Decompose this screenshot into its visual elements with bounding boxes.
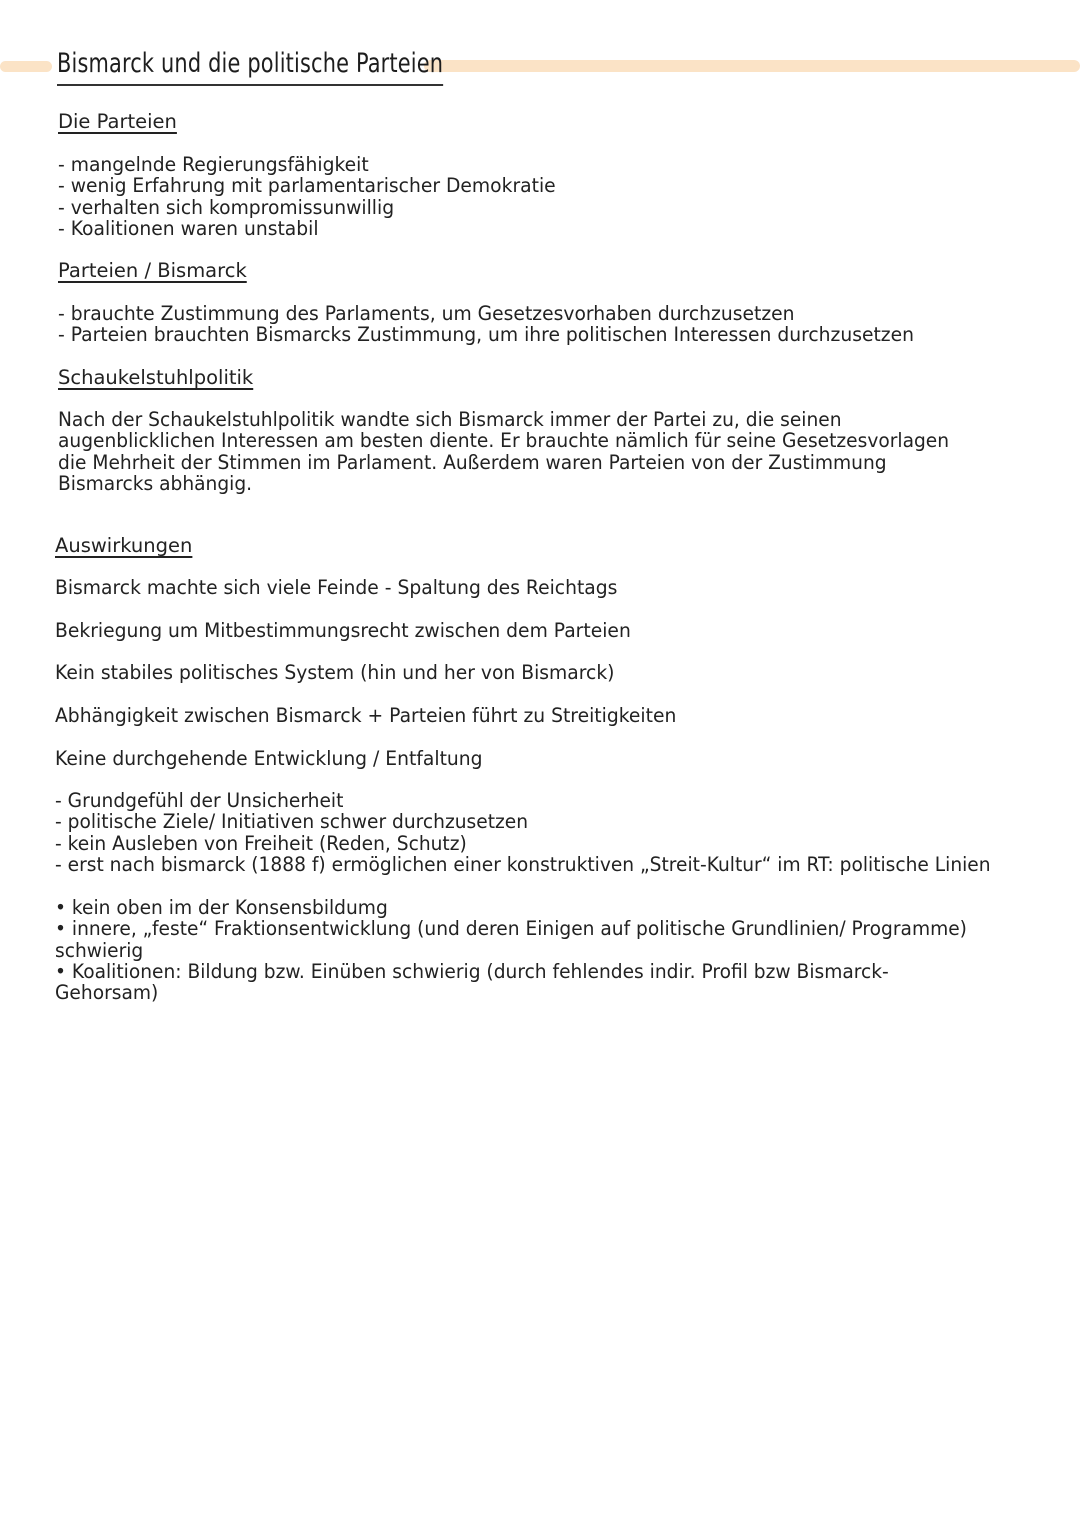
list-item: - verhalten sich kompromissunwillig <box>58 195 395 219</box>
section-parteien-bismarck <box>58 258 1048 284</box>
list-item: - Grundgefühl der Unsicherheit <box>55 789 344 812</box>
list-item: - mangelnde Regierungsfähigkeit <box>58 153 369 176</box>
parteien-list <box>58 154 1008 239</box>
list-item: - wenig Erfahrung mit parlamentarischer Demokratie <box>58 174 556 198</box>
section-auswirkungen <box>55 533 1045 559</box>
list-item: - kein Ausleben von Freiheit (Reden, Schutz) <box>55 831 467 855</box>
paragraph-line: Bismarcks abhängig. <box>58 471 253 495</box>
bullet-line: schwierig <box>55 938 144 962</box>
section-heading-parteien: Die Parteien <box>58 110 177 133</box>
list-item: - Koalitionen waren unstabil <box>58 216 319 240</box>
statement: Kein stabiles politisches System (hin und her von Bismarck) <box>55 661 615 684</box>
bullet-line: • innere, „feste“ Fraktionsentwicklung (und deren Einigen auf politische Grundlinien/ Programme) <box>55 917 967 941</box>
statement: Abhängigkeit zwischen Bismarck + Parteien führt zu Streitigkeiten <box>55 704 677 727</box>
page-title: Bismarck und die politische Parteien <box>57 44 443 86</box>
list-item: - brauchte Zustimmung des Parlaments, um Gesetzesvorhaben durchzusetzen <box>58 302 795 325</box>
section-heading-schaukelstuhl: Schaukelstuhlpolitik <box>58 366 254 389</box>
list-item: - erst nach bismarck (1888 f) ermöglichen einer konstruktiven „Streit-Kultur“ im RT: politische Linien <box>55 852 991 876</box>
statement: Bismarck machte sich viele Feinde - Spaltung des Reichtags <box>55 576 618 599</box>
schaukelstuhl-paragraph <box>58 409 1003 494</box>
bullet-line: • kein oben im der Konsensbildumg <box>55 896 388 919</box>
section-schaukelstuhl <box>58 365 1048 391</box>
auswirkungen-bullet-list <box>55 897 1000 1003</box>
paragraph-line: die Mehrheit der Stimmen im Parlament. Außerdem waren Parteien von der Zustimmung <box>58 450 887 474</box>
section-heading-parteien-bismarck: Parteien / Bismarck <box>58 259 247 282</box>
auswirkungen-dash-list <box>55 790 1000 875</box>
highlight-stroke-left <box>0 61 52 72</box>
statement: Bekriegung um Mitbestimmungsrecht zwischen dem Parteien <box>55 619 631 642</box>
highlight-stroke-right <box>424 60 1080 72</box>
section-parteien <box>58 109 1048 135</box>
paragraph-line: Nach der Schaukelstuhlpolitik wandte sich Bismarck immer der Partei zu, die seinen <box>58 408 842 431</box>
list-item: - politische Ziele/ Initiativen schwer durchzusetzen <box>55 810 529 834</box>
bullet-line: Gehorsam) <box>55 981 159 1005</box>
bullet-line: • Koalitionen: Bildung bzw. Einüben schwierig (durch fehlendes indir. Profil bzw Bismarck- <box>55 959 889 983</box>
list-item: - Parteien brauchten Bismarcks Zustimmung, um ihre politischen Interessen durchzusetzen <box>58 323 915 347</box>
paragraph-line: augenblicklichen Interessen am besten diente. Er brauchte nämlich für seine Gesetzesvorlagen <box>58 429 950 453</box>
statement: Keine durchgehende Entwicklung / Entfaltung <box>55 747 483 770</box>
section-heading-auswirkungen: Auswirkungen <box>55 534 193 557</box>
parteien-bismarck-list <box>58 303 1008 346</box>
